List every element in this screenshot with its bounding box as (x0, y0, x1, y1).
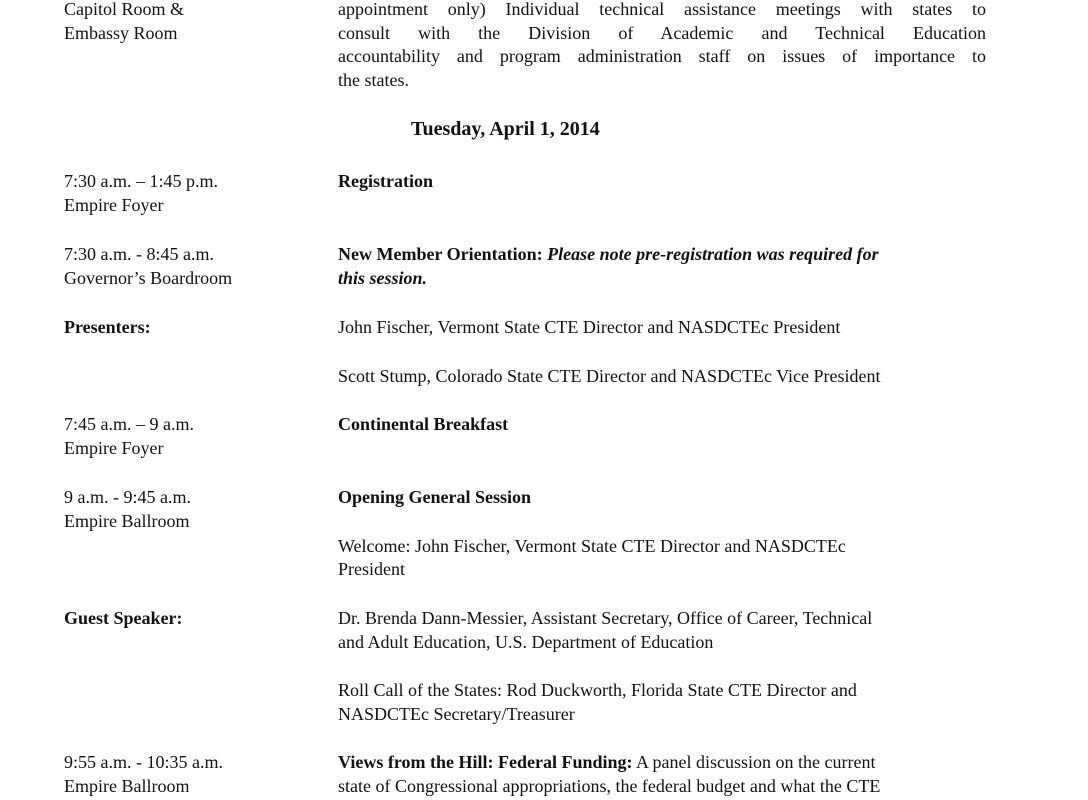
session-details (338, 413, 986, 437)
presenter: John Fischer, Vermont State CTE Director and NASDCTEc President (338, 317, 841, 337)
description-line: accountability and program administration staff on issues of importance to (338, 46, 986, 66)
time: 9 a.m. - 9:45 a.m. (64, 487, 191, 507)
session-details (338, 751, 986, 798)
time: 7:30 a.m. - 8:45 a.m. (64, 244, 214, 264)
location-line: Embassy Room (64, 22, 178, 43)
speaker-details (338, 607, 986, 726)
session-details (338, 170, 986, 194)
welcome-line: President (338, 559, 405, 579)
time-location (64, 751, 324, 798)
description-line: consult with the Division of Academic and Technical Education (338, 22, 986, 43)
session-description: A panel discussion on the current (632, 752, 876, 772)
rollcall-line: Roll Call of the States: Rod Duckworth, Florida State CTE Director and (338, 680, 857, 700)
presenter: Scott Stump, Colorado State CTE Director and NASDCTEc Vice President (338, 365, 881, 386)
session-title: New Member Orientation: Please note pre-registration was required for (338, 244, 879, 264)
session-title: Registration (338, 171, 433, 191)
location-line: Capitol Room & (64, 0, 185, 19)
registration-note: Please note pre-registration was required for (547, 244, 879, 264)
session-title: Opening General Session (338, 487, 532, 507)
time-location (64, 486, 324, 533)
location: Empire Ballroom (64, 510, 190, 531)
day-heading: Tuesday, April 1, 2014 (411, 118, 600, 140)
label (64, 316, 324, 340)
presenters-list (338, 316, 986, 388)
intro-location (64, 0, 324, 45)
presenters-label: Presenters: (64, 317, 151, 337)
intro-description (338, 0, 986, 92)
location: Empire Foyer (64, 437, 164, 458)
speaker-line: Dr. Brenda Dann-Messier, Assistant Secretary, Office of Career, Technical (338, 608, 873, 628)
label (64, 607, 324, 631)
registration-note: this session. (338, 267, 428, 288)
description-line: the states. (338, 69, 409, 90)
location: Empire Ballroom (64, 775, 190, 796)
session-description: state of Congressional appropriations, the federal budget and what the CTE (338, 775, 881, 796)
welcome-line: Welcome: John Fischer, Vermont State CTE Director and NASDCTEc (338, 535, 846, 556)
session-title: Continental Breakfast (338, 414, 509, 434)
description-line: appointment only) Individual technical assistance meetings with states to (338, 0, 986, 19)
session-details (338, 243, 986, 290)
time: 7:45 a.m. – 9 a.m. (64, 414, 194, 434)
time-location (64, 243, 324, 290)
rollcall-line: NASDCTEc Secretary/Treasurer (338, 703, 575, 724)
time: 7:30 a.m. – 1:45 p.m. (64, 171, 218, 191)
time-location (64, 170, 324, 217)
location: Governor’s Boardroom (64, 267, 233, 288)
guest-speaker-label: Guest Speaker: (64, 608, 183, 628)
session-details (338, 486, 986, 582)
time-location (64, 413, 324, 460)
session-title: Views from the Hill: Federal Funding: A panel discussion on the current (338, 752, 876, 772)
location: Empire Foyer (64, 194, 164, 215)
speaker-line: and Adult Education, U.S. Department of Education (338, 631, 714, 652)
time: 9:55 a.m. - 10:35 a.m. (64, 752, 223, 772)
